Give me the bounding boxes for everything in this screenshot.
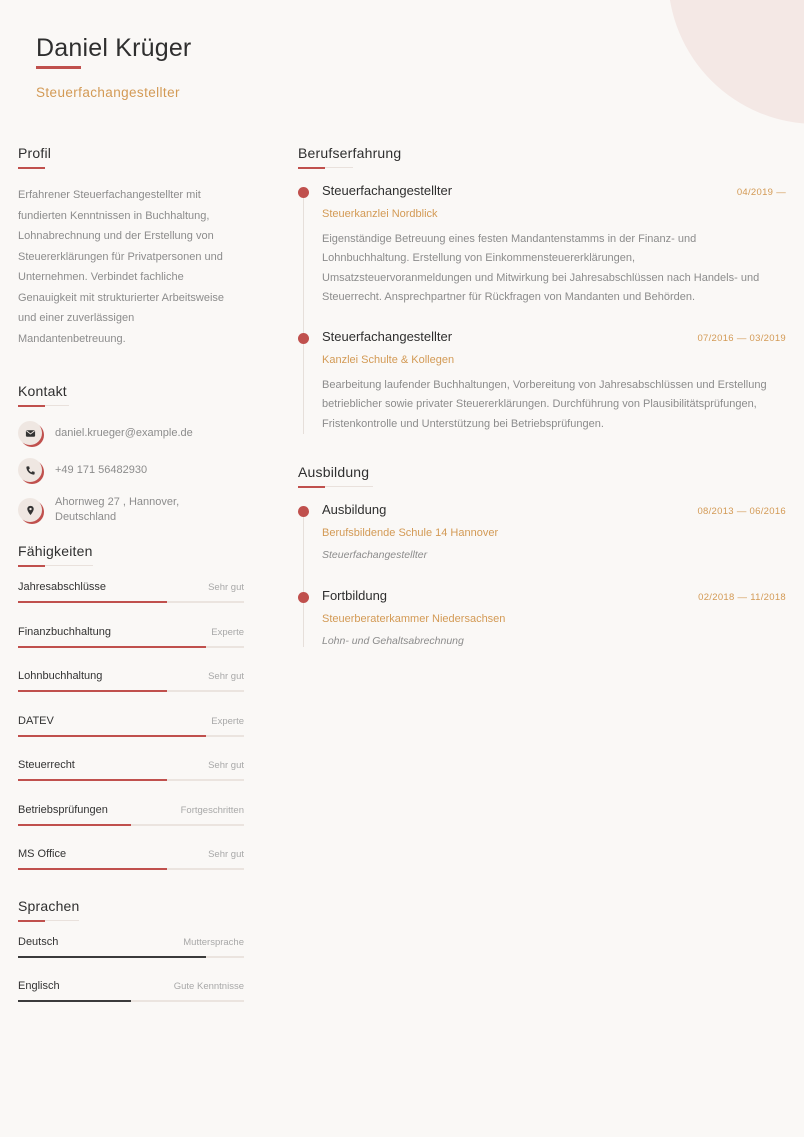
skill-name: Lohnbuchhaltung bbox=[18, 670, 103, 682]
experience-heading: Berufserfahrung bbox=[298, 145, 402, 161]
skill-item bbox=[18, 626, 244, 671]
contact-heading: Kontakt bbox=[18, 383, 67, 399]
skills-heading-underline bbox=[18, 565, 244, 567]
skill-level: Experte bbox=[211, 715, 244, 727]
entry-organization: Berufsbildende Schule 14 Hannover bbox=[322, 527, 499, 540]
entry-description: Bearbeitung laufender Buchhaltungen, Vorbereitung von Jahresabschlüssen und Erstellung betrieblicher sowie privater Steuererklärungen. Durchführung von Plausibilitätsprüfungen, Fristenkontrolle und Unterstützung bei Betriebsprüfungen. bbox=[322, 379, 767, 430]
contact-section bbox=[18, 383, 244, 525]
skill-item bbox=[18, 759, 244, 804]
level-bar-fill bbox=[18, 735, 206, 737]
header bbox=[36, 34, 191, 100]
skill-level: Experte bbox=[211, 626, 244, 638]
skill-name: Betriebsprüfungen bbox=[18, 803, 108, 816]
skill-row bbox=[18, 715, 244, 727]
contact-address bbox=[18, 495, 244, 525]
email-icon bbox=[18, 421, 42, 445]
level-bar-fill bbox=[18, 868, 167, 870]
entry-organization: Steuerkanzlei Nordblick bbox=[322, 208, 438, 220]
level-bar bbox=[18, 956, 244, 958]
entry-date: 07/2016 — 03/2019 bbox=[697, 333, 786, 345]
level-bar bbox=[18, 1000, 244, 1002]
skill-row bbox=[18, 759, 244, 771]
skill-name: MS Office bbox=[18, 848, 67, 860]
entry-date: 08/2013 — 06/2016 bbox=[697, 506, 786, 518]
experience-timeline bbox=[298, 183, 786, 434]
job-title: Steuerfachangestellter bbox=[36, 85, 180, 100]
person-name: Daniel Krüger bbox=[36, 34, 192, 62]
skills-section bbox=[18, 543, 244, 893]
email-text: daniel.krueger@example.de bbox=[55, 426, 193, 439]
language-level: Muttersprache bbox=[183, 936, 244, 948]
skills-list bbox=[18, 581, 244, 893]
address-line1: Ahornweg 27 , Hannover, bbox=[55, 496, 180, 508]
skill-item bbox=[18, 581, 244, 626]
level-bar-fill bbox=[18, 646, 206, 648]
skill-row bbox=[18, 626, 244, 638]
level-bar-fill bbox=[18, 1000, 131, 1002]
skill-level: Fortgeschritten bbox=[180, 804, 244, 816]
left-column bbox=[18, 145, 244, 1025]
profile-text: Erfahrener Steuerfachangestellter mit fundierten Kenntnissen in Buchhaltung, Lohnabrechnung und der Erstellung von Steuererklärungen für Privatpersonen und Unternehmen. Verbindet fachliche Genauigkeit mit strukturierter Arbeitsweise und einer zuverlässigen Mandantenbetreuung. bbox=[18, 189, 225, 345]
timeline-dot bbox=[298, 187, 309, 198]
contact-heading-underline bbox=[18, 405, 244, 407]
skill-name: Steuerrecht bbox=[18, 759, 75, 771]
entry-description: Eigenständige Betreuung eines festen Mandantenstamms in der Finanz- und Lohnbuchhaltung. Erstellung von Einkommensteuererklärungen, Umsatzsteuervoranmeldungen und Mitwirkung bei Jahresabschlüssen nach Handels- und Steuerrecht. Ansprechpartner für Rückfragen von Mandanten und Behörden. bbox=[322, 233, 760, 303]
entry-header bbox=[322, 588, 786, 603]
entry-note: Steuerfachangestellter bbox=[322, 549, 428, 562]
contact-phone[interactable] bbox=[18, 458, 244, 482]
languages-list bbox=[18, 936, 244, 1025]
education-heading: Ausbildung bbox=[298, 464, 370, 481]
entry-header bbox=[322, 183, 786, 198]
timeline-dot bbox=[298, 333, 309, 344]
entry-header bbox=[322, 329, 786, 344]
entry-title: Ausbildung bbox=[322, 502, 387, 518]
languages-section bbox=[18, 898, 244, 1025]
education-heading-underline bbox=[298, 486, 786, 488]
entry-title: Steuerfachangestellter bbox=[322, 329, 453, 345]
entry-header bbox=[322, 502, 786, 517]
skill-row bbox=[18, 670, 244, 682]
entry-organization: Kanzlei Schulte & Kollegen bbox=[322, 354, 455, 367]
skill-row bbox=[18, 581, 244, 593]
skill-row bbox=[18, 848, 244, 860]
skills-heading: Fähigkeiten bbox=[18, 543, 93, 559]
level-bar bbox=[18, 646, 244, 648]
timeline-dot bbox=[298, 592, 309, 603]
level-bar bbox=[18, 868, 244, 870]
education-section bbox=[298, 464, 786, 647]
experience-section bbox=[298, 145, 786, 434]
profile-heading-underline bbox=[18, 167, 244, 169]
education-timeline bbox=[298, 502, 786, 647]
skill-name: Jahresabschlüsse bbox=[18, 581, 107, 593]
right-column bbox=[298, 145, 786, 647]
level-bar bbox=[18, 601, 244, 603]
skill-item bbox=[18, 715, 244, 760]
skill-row bbox=[18, 804, 244, 816]
skill-row bbox=[18, 980, 244, 992]
experience-entry bbox=[298, 329, 786, 434]
education-entry bbox=[298, 588, 786, 647]
entry-title: Steuerfachangestellter bbox=[322, 183, 453, 198]
level-bar bbox=[18, 779, 244, 781]
skill-name: Finanzbuchhaltung bbox=[18, 625, 111, 638]
entry-organization: Steuerberaterkammer Niedersachsen bbox=[322, 613, 506, 626]
language-level: Gute Kenntnisse bbox=[173, 981, 244, 992]
languages-heading-underline bbox=[18, 920, 244, 922]
level-bar-fill bbox=[18, 824, 131, 826]
phone-text: +49 171 56482930 bbox=[55, 463, 148, 476]
address-text bbox=[55, 495, 179, 525]
level-bar-fill bbox=[18, 779, 167, 781]
experience-heading-underline bbox=[298, 167, 786, 169]
profile-heading: Profil bbox=[18, 145, 52, 161]
education-entry bbox=[298, 502, 786, 561]
level-bar-fill bbox=[18, 690, 167, 692]
name-underline bbox=[36, 66, 81, 69]
language-item bbox=[18, 936, 244, 981]
level-bar bbox=[18, 735, 244, 737]
skill-level: Sehr gut bbox=[208, 849, 244, 860]
entry-title: Fortbildung bbox=[322, 588, 388, 604]
skill-level: Sehr gut bbox=[208, 760, 244, 771]
profile-section bbox=[18, 145, 244, 349]
experience-entry bbox=[298, 183, 786, 307]
skill-row bbox=[18, 936, 244, 948]
skill-item bbox=[18, 804, 244, 849]
language-name: Englisch bbox=[18, 980, 60, 992]
skill-level: Sehr gut bbox=[208, 582, 244, 593]
timeline-dot bbox=[298, 506, 309, 517]
phone-icon bbox=[18, 458, 42, 482]
level-bar-fill bbox=[18, 601, 167, 603]
language-item bbox=[18, 980, 244, 1025]
decorative-circle bbox=[668, 0, 804, 124]
language-name: Deutsch bbox=[18, 935, 59, 948]
location-pin-icon bbox=[18, 498, 42, 522]
level-bar-fill bbox=[18, 956, 206, 958]
skill-level: Sehr gut bbox=[208, 671, 244, 682]
contact-email[interactable] bbox=[18, 421, 244, 445]
address-line2: Deutschland bbox=[55, 511, 117, 523]
entry-note: Lohn- und Gehaltsabrechnung bbox=[322, 635, 464, 648]
level-bar bbox=[18, 690, 244, 692]
entry-date: 02/2018 — 11/2018 bbox=[698, 592, 786, 604]
languages-heading: Sprachen bbox=[18, 897, 80, 914]
level-bar bbox=[18, 824, 244, 826]
skill-item bbox=[18, 670, 244, 715]
skill-name: DATEV bbox=[18, 714, 54, 727]
skill-item bbox=[18, 848, 244, 893]
entry-date: 04/2019 — bbox=[736, 187, 786, 198]
